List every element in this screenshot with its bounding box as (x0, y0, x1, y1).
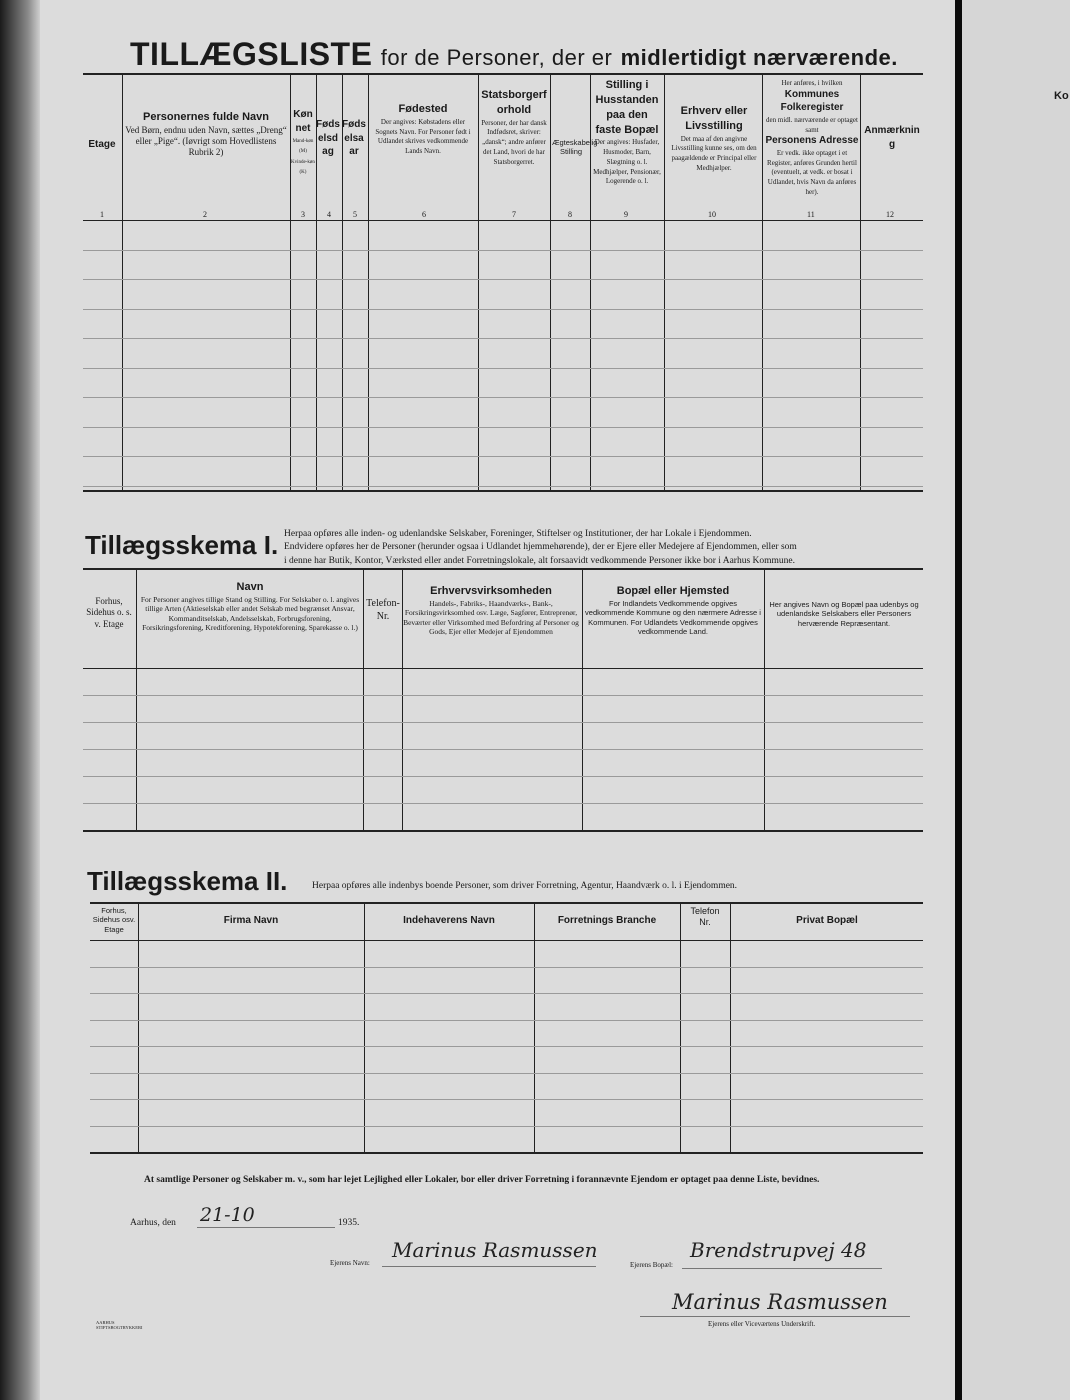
row-rule (90, 1073, 923, 1074)
column-rule (730, 902, 731, 1152)
column-rule (582, 568, 583, 830)
place-date-label: Aarhus, den (130, 1218, 176, 1228)
col-number: 8 (568, 210, 572, 219)
row-rule (90, 967, 923, 968)
row-rule (83, 427, 923, 428)
col-number: 1 (100, 210, 104, 219)
adjacent-page (962, 0, 1070, 1400)
col-number: 11 (807, 210, 815, 219)
skema2-header-rule (90, 940, 923, 941)
list-header-rule (83, 220, 923, 221)
col-number: 5 (353, 210, 357, 219)
row-rule (83, 695, 923, 696)
list-top-rule (83, 73, 923, 75)
col-citizenship-header: Statsborgerforhold Personer, der har dansk Indfødsret, skriver: „dansk“; andre anfører det Land, hvori de har Statsborgerret. (481, 89, 547, 166)
row-rule (90, 1126, 923, 1127)
column-rule (764, 568, 765, 830)
form-page (40, 0, 955, 1400)
handwritten-signature: Marinus Rasmussen (672, 1290, 888, 1314)
col-name-header: Personernes fulde Navn Ved Børn, endnu uden Navn, sættes „Dreng“ eller „Pige“. (Iøvrigt som Hovedlistens Rubrik 2) (125, 111, 287, 158)
skema1-header-rule (83, 668, 923, 669)
col-birthday-header: Fødselsdag (316, 119, 340, 157)
owner-name-label: Ejerens Navn: (330, 1259, 370, 1267)
s2-col-etage-header: Forhus, Sidehus osv. Etage (92, 906, 136, 934)
printer-mark: AARHUS STIFTSBOGTRYKKERI (96, 1320, 143, 1330)
row-rule (83, 722, 923, 723)
s2-col-private-header: Privat Bopæl (796, 915, 858, 926)
column-rule (680, 902, 681, 1152)
col-etage-header: Etage (88, 139, 116, 150)
col-register-header: Her anføres, i hvilken Kommunes Folkeregister den midl. nærværende er optaget samt Personens Adresse Er vedk. ikke optaget i et Register, anføres Grunden hertil (eventuelt, at vedk. er bosat i Udlandet, hvis Navn da anføres her). (765, 79, 859, 196)
skema1-top-rule (83, 568, 923, 570)
list-bottom-rule (83, 490, 923, 492)
row-rule (83, 250, 923, 251)
row-rule (83, 486, 923, 487)
adjacent-page-text: Ko (1054, 90, 1069, 102)
skema1-description: Herpaa opføres alle inden- og udenlandske Selskaber, Foreninger, Stiftelser og Institutioner, der har Lokale i Ejendommen. Endvidere opføres her de Personer (herunder ogsaa i Udlandet hjemmehørende), der er Ejere eller Medejere af Ejendommen, eller som i denne har Butik, Kontor, Værksted eller andet Forretningslokale, alt forsaavidt vedkommende Personer ikke bor i Aarhus Kommune. (284, 529, 797, 566)
col-number: 7 (512, 210, 516, 219)
book-spine (0, 0, 40, 1400)
owner-address-label: Ejerens Bopæl: (630, 1261, 673, 1269)
row-rule (90, 1099, 923, 1100)
col-number: 2 (203, 210, 207, 219)
owner-address-line (682, 1268, 882, 1269)
col-birthplace-header: Fødested Der angives: Købstadens eller Sognets Navn. For Personer født i Udlandet skrives vedkommende Lands Navn. (375, 103, 471, 156)
col-remarks-header: Anmærkning (864, 125, 920, 150)
col-birthyear-header: Fødselsaar (342, 119, 366, 157)
row-rule (83, 368, 923, 369)
row-rule (83, 309, 923, 310)
handwritten-owner-address: Brendstrupvej 48 (690, 1238, 867, 1262)
handwritten-date: 21-10 (200, 1204, 255, 1226)
column-rule (364, 902, 365, 1152)
s1-col-name-header: Navn For Personer angives tillige Stand og Stilling. For Selskaber o. l. angives tillige Arten (Aktieselskab eller andet Selskab med begrænset Ansvar, Kommanditselskab, Andelsselskab, Forbrugsforening, Forsikringsforening, Kreditforening, Hypotekforening, Sparekasse o. l.) (140, 581, 360, 632)
skema2-top-rule (90, 902, 923, 904)
row-rule (83, 397, 923, 398)
skema1-bottom-rule (83, 830, 923, 832)
row-rule (83, 456, 923, 457)
signature-label: Ejerens eller Viceværtens Underskrift. (708, 1320, 816, 1328)
s2-col-firm-header: Firma Navn (223, 915, 279, 926)
skema2-bottom-rule (90, 1152, 923, 1154)
date-line (197, 1227, 335, 1228)
column-rule (136, 568, 137, 830)
s1-col-residence-header: Bopæl eller Hjemsted For Indlandets Vedkommende opgives vedkommende Kommune og den nærmere Adresse i Kommunen. For Udlandets Vedkommende opgives vedkommende Land. (585, 585, 761, 636)
col-number: 9 (624, 210, 628, 219)
handwritten-owner-name: Marinus Rasmussen (392, 1238, 598, 1262)
s2-col-phone-header: Telefon Nr. (690, 906, 720, 928)
s1-col-business-header: Erhvervsvirksomheden Handels-, Fabriks-, Haandværks-, Bank-, Forsikringsvirksomhed osv. Læge, Sagfører, Entreprenør, Beværter eller Virksomhed med Befordring af Personer og Gods, Ejer eller Medejer af Ejendommen (403, 585, 579, 636)
s1-col-representative-header: Her angives Navn og Bopæl paa udenbys og udenlandske Selskabers eller Personers herværende Repræsentant. (769, 600, 919, 628)
col-number: 6 (422, 210, 426, 219)
col-occupation-header: Erhverv eller Livsstilling Det maa af den angivne Livsstilling kunne ses, om den paagældende er Principal eller Medhjælper. (671, 105, 757, 172)
row-rule (83, 776, 923, 777)
attestation-text: At samtlige Personer og Selskaber m. v., som har lejet Lejlighed eller Lokaler, bor eller driver Forretning i forannævnte Ejendom er optaget paa denne Liste, bevidnes. (144, 1175, 820, 1185)
col-number: 3 (301, 210, 305, 219)
row-rule (83, 749, 923, 750)
owner-name-line (382, 1266, 596, 1267)
s1-col-phone-header: Telefon-Nr. (366, 598, 400, 622)
col-household-header: Stilling i Husstanden paa den faste Bopæl Der angives: Husfader, Husmoder, Barn, Slægtning o. l. Medhjælper, Pensionær, Logerende o. l. (593, 79, 661, 186)
col-number: 12 (886, 210, 894, 219)
row-rule (83, 279, 923, 280)
row-rule (83, 803, 923, 804)
skema2-title: Tillægsskema II. (87, 866, 288, 896)
s1-col-etage-header: Forhus, Sidehus o. s. v. Etage (86, 596, 132, 629)
col-gender-header: Kønnet Mand-køn (M) Kvinde-køn (K) (291, 109, 315, 175)
signature-line (640, 1316, 910, 1317)
row-rule (90, 1046, 923, 1047)
column-rule (138, 902, 139, 1152)
column-rule (534, 902, 535, 1152)
col-number: 4 (327, 210, 331, 219)
year-label: 1935. (338, 1218, 360, 1228)
main-title-part1: TILLÆGSLISTE (130, 36, 373, 72)
main-title (130, 36, 898, 73)
s2-col-branch-header: Forretnings Branche (557, 915, 657, 926)
s2-col-owner-header: Indehaverens Navn (403, 915, 495, 926)
main-title-part2: for de Personer, der er (380, 45, 613, 70)
row-rule (83, 338, 923, 339)
skema1-title: Tillægsskema I. (85, 530, 279, 560)
col-marital-header: Ægteskabelig Stilling (552, 138, 598, 157)
row-rule (90, 993, 923, 994)
col-number: 10 (708, 210, 716, 219)
row-rule (90, 1020, 923, 1021)
main-title-part3: midlertidigt nærværende. (620, 45, 898, 70)
skema2-description: Herpaa opføres alle indenbys boende Personer, som driver Forretning, Agentur, Haandværk o. l. i Ejendommen. (312, 881, 738, 891)
